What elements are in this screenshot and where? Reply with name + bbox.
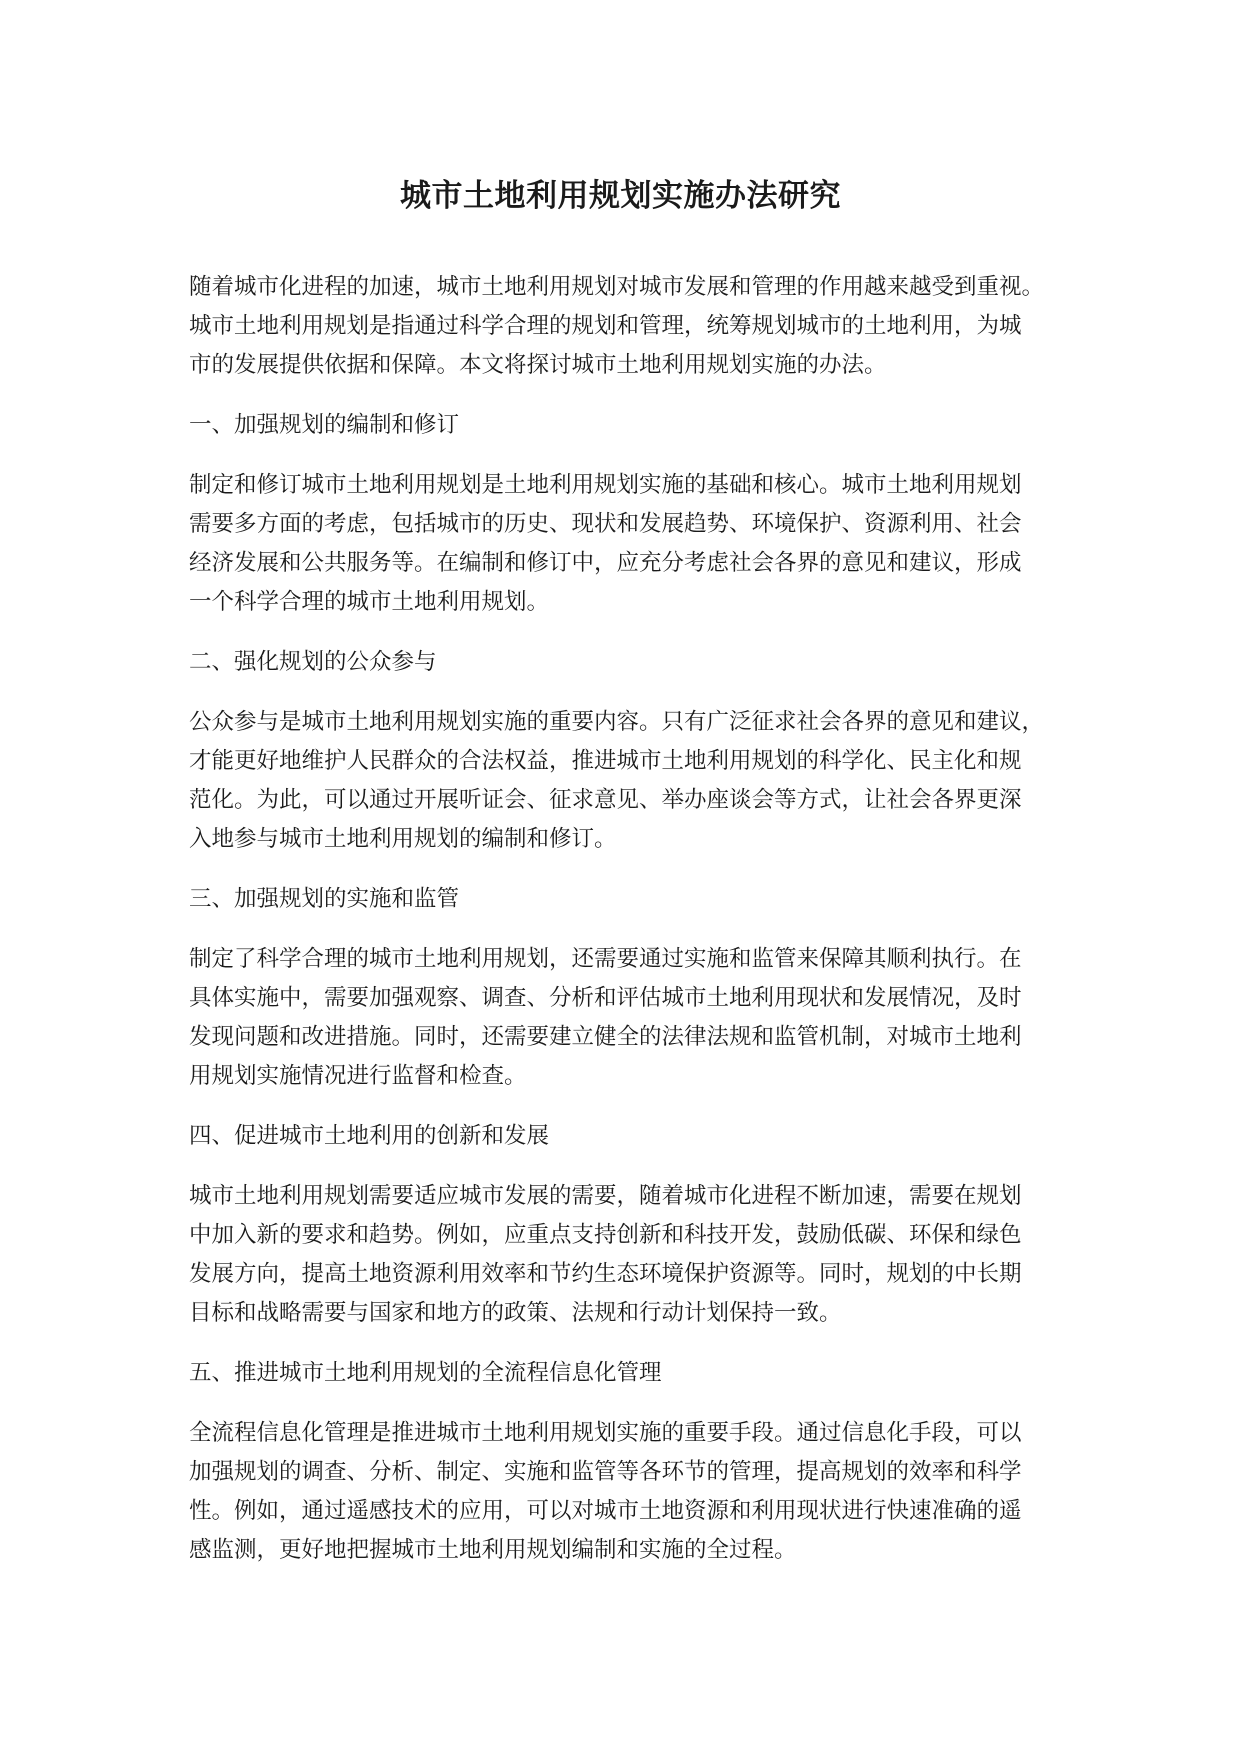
document-title: 城市土地利用规划实施办法研究 [400, 178, 841, 214]
paragraph-line: 公众参与是城市土地利用规划实施的重要内容。只有广泛征求社会各界的意见和建议， [189, 709, 1045, 735]
paragraph-line: 加强规划的调查、分析、制定、实施和监管等各环节的管理，提高规划的效率和科学 [189, 1459, 1022, 1485]
intro-paragraph [189, 268, 1079, 385]
paragraph-line: 制定和修订城市土地利用规划是土地利用规划实施的基础和核心。城市土地利用规划 [189, 472, 1022, 498]
paragraph-line: 具体实施中，需要加强观察、调查、分析和评估城市土地利用现状和发展情况，及时 [189, 985, 1022, 1011]
paragraph-line: 目标和战略需要与国家和地方的政策、法规和行动计划保持一致。 [189, 1300, 842, 1326]
paragraph-line: 发现问题和改进措施。同时，还需要建立健全的法律法规和监管机制，对城市土地利 [189, 1024, 1022, 1050]
section-heading-5: 五、推进城市土地利用规划的全流程信息化管理 [189, 1360, 662, 1386]
paragraph-line: 发展方向，提高土地资源利用效率和节约生态环境保护资源等。同时，规划的中长期 [189, 1261, 1022, 1287]
section-paragraph-5 [189, 1414, 1079, 1570]
section-heading-4: 四、促进城市土地利用的创新和发展 [189, 1123, 550, 1149]
section-paragraph-2 [189, 703, 1079, 859]
paragraph-line: 随着城市化进程的加速，城市土地利用规划对城市发展和管理的作用越来越受到重视。 [189, 274, 1045, 300]
paragraph-line: 入地参与城市土地利用规划的编制和修订。 [189, 826, 617, 852]
paragraph-line: 性。例如，通过遥感技术的应用，可以对城市土地资源和利用现状进行快速准确的遥 [189, 1498, 1022, 1524]
section-heading-3: 三、加强规划的实施和监管 [189, 886, 460, 912]
paragraph-line: 需要多方面的考虑，包括城市的历史、现状和发展趋势、环境保护、资源利用、社会 [189, 511, 1022, 537]
paragraph-line: 经济发展和公共服务等。在编制和修订中，应充分考虑社会各界的意见和建议，形成 [189, 550, 1022, 576]
paragraph-line: 范化。为此，可以通过开展听证会、征求意见、举办座谈会等方式，让社会各界更深 [189, 787, 1022, 813]
paragraph-line: 一个科学合理的城市土地利用规划。 [189, 589, 550, 615]
paragraph-line: 城市土地利用规划需要适应城市发展的需要，随着城市化进程不断加速，需要在规划 [189, 1183, 1022, 1209]
paragraph-line: 制定了科学合理的城市土地利用规划，还需要通过实施和监管来保障其顺利执行。在 [189, 946, 1022, 972]
paragraph-line: 才能更好地维护人民群众的合法权益，推进城市土地利用规划的科学化、民主化和规 [189, 748, 1022, 774]
paragraph-line: 市的发展提供依据和保障。本文将探讨城市土地利用规划实施的办法。 [189, 352, 887, 378]
section-heading-2: 二、强化规划的公众参与 [189, 649, 437, 675]
paragraph-line: 全流程信息化管理是推进城市土地利用规划实施的重要手段。通过信息化手段，可以 [189, 1420, 1022, 1446]
paragraph-line: 感监测，更好地把握城市土地利用规划编制和实施的全过程。 [189, 1537, 797, 1563]
section-paragraph-1 [189, 466, 1079, 622]
document-body [189, 268, 1079, 1591]
paragraph-line: 用规划实施情况进行监督和检查。 [189, 1063, 527, 1089]
section-paragraph-4 [189, 1177, 1079, 1333]
paragraph-line: 城市土地利用规划是指通过科学合理的规划和管理，统筹规划城市的土地利用，为城 [189, 313, 1022, 339]
section-heading-1: 一、加强规划的编制和修订 [189, 412, 460, 438]
section-paragraph-3 [189, 940, 1079, 1096]
paragraph-line: 中加入新的要求和趋势。例如，应重点支持创新和科技开发，鼓励低碳、环保和绿色 [189, 1222, 1022, 1248]
